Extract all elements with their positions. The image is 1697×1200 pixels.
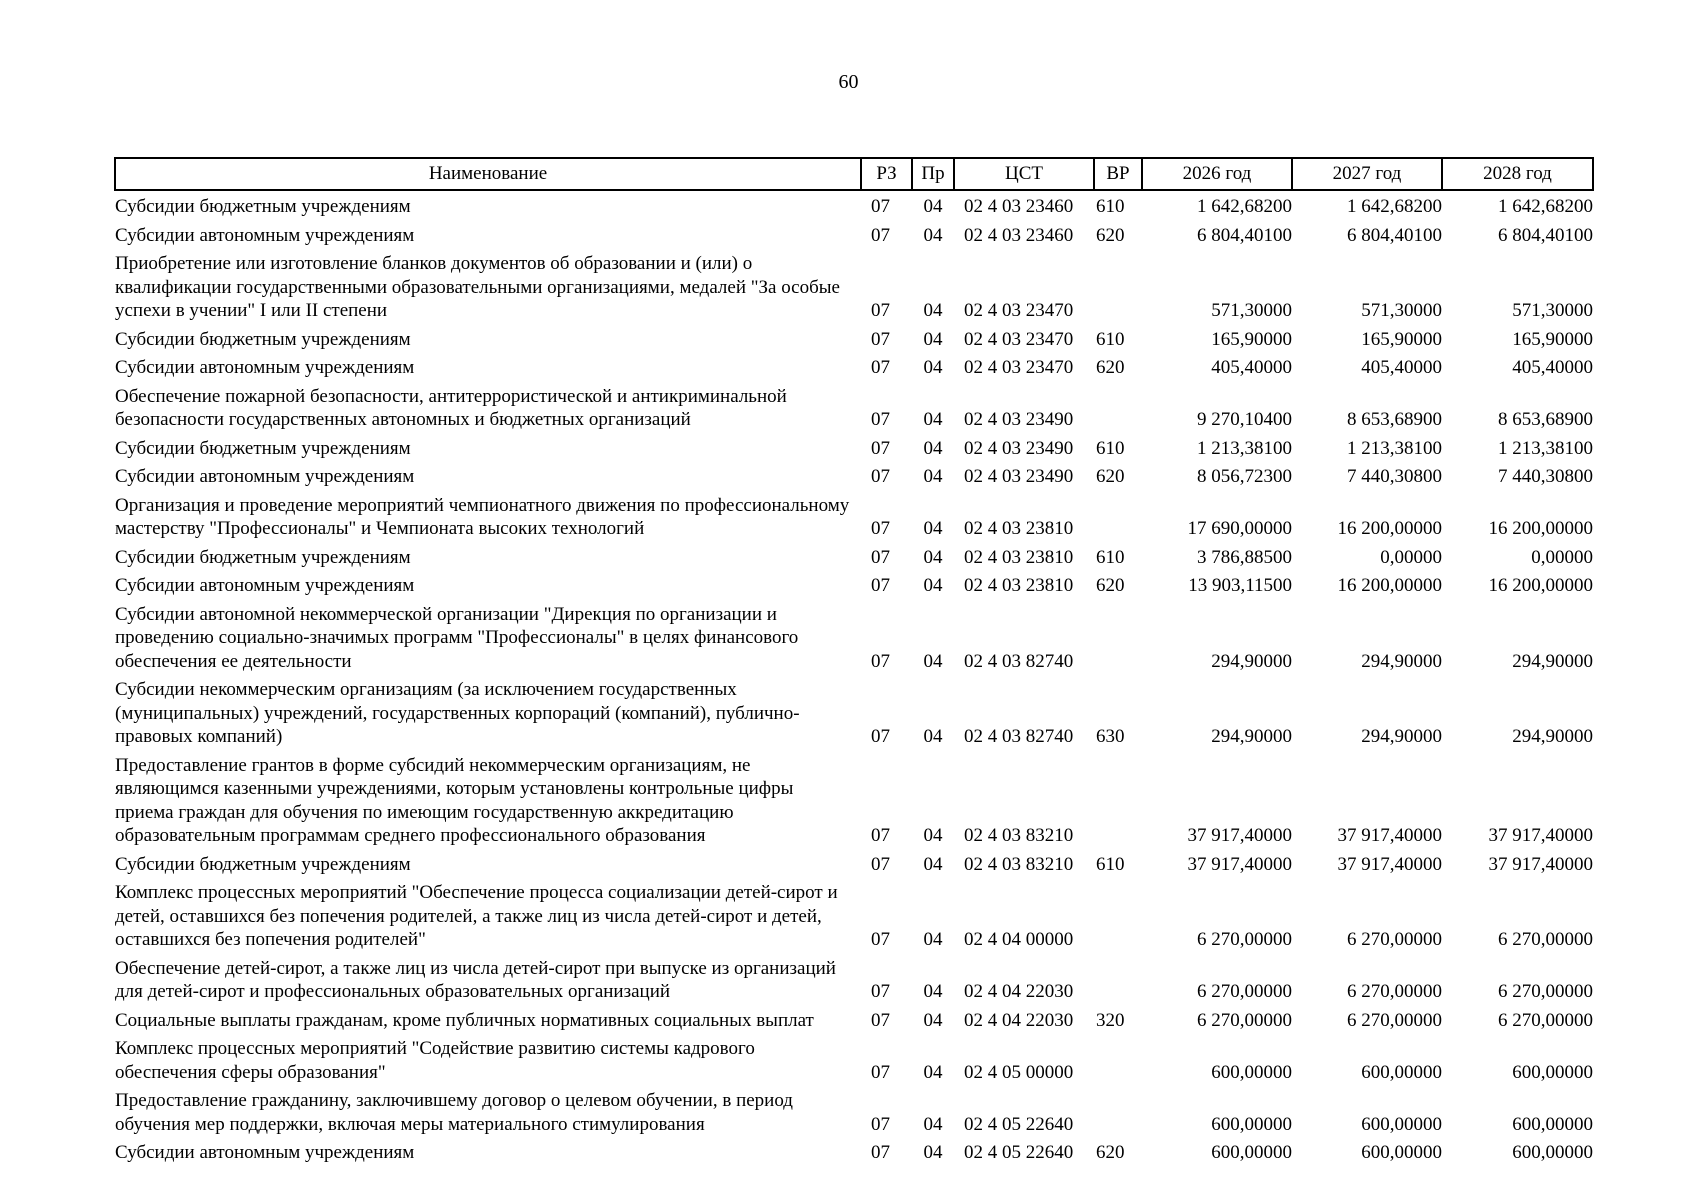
table-row xyxy=(115,853,1593,882)
row-name: Обеспечение пожарной безопасности, антитеррористической и антикриминальной безопасности государственных автономных и бюджетных организаций xyxy=(115,385,787,430)
row-name: Субсидии бюджетным учреждениям xyxy=(115,546,411,568)
row-2028: 6 270,00000 xyxy=(1498,1009,1593,1031)
row-cst: 02 4 03 23490 xyxy=(964,466,1074,487)
row-2028: 571,30000 xyxy=(1512,300,1593,321)
row-2028: 294,90000 xyxy=(1512,650,1593,672)
row-cst: 02 4 05 22640 xyxy=(964,1113,1074,1135)
row-vr: 610 xyxy=(1096,853,1125,875)
row-2028: 6 270,00000 xyxy=(1498,981,1593,1002)
row-rz: 07 xyxy=(871,196,890,217)
header-cst: ЦСТ xyxy=(954,158,1094,190)
row-2028: 1 213,38100 xyxy=(1498,437,1593,459)
budget-table xyxy=(114,157,1594,1170)
row-2026: 17 690,00000 xyxy=(1187,518,1292,539)
row-pr: 04 xyxy=(923,726,943,747)
row-name: Субсидии бюджетным учреждениям xyxy=(115,853,411,875)
table-header xyxy=(115,158,1593,190)
row-rz: 07 xyxy=(871,1061,890,1083)
row-pr: 04 xyxy=(923,409,943,430)
table-row xyxy=(115,385,1593,437)
row-2027: 405,40000 xyxy=(1361,357,1442,378)
row-2028: 600,00000 xyxy=(1512,1061,1593,1083)
row-vr: 620 xyxy=(1096,1142,1125,1163)
row-cst: 02 4 03 23810 xyxy=(964,575,1074,596)
row-2027: 16 200,00000 xyxy=(1337,518,1442,539)
row-rz: 07 xyxy=(871,650,890,672)
row-name: Субсидии автономным учреждениям xyxy=(115,1142,415,1163)
table-row xyxy=(115,603,1593,679)
row-rz: 07 xyxy=(871,518,890,539)
row-vr xyxy=(1094,252,1142,328)
row-rz: 07 xyxy=(871,224,890,246)
row-pr: 04 xyxy=(923,1113,943,1135)
row-pr: 04 xyxy=(923,981,943,1002)
row-name: Субсидии автономным учреждениям xyxy=(115,357,415,378)
row-2026: 37 917,40000 xyxy=(1187,853,1292,875)
row-2028: 16 200,00000 xyxy=(1488,575,1593,596)
table-row xyxy=(115,574,1593,603)
row-2027: 8 653,68900 xyxy=(1347,409,1442,430)
row-2028: 37 917,40000 xyxy=(1488,825,1593,846)
row-2027: 600,00000 xyxy=(1361,1142,1442,1163)
row-2028: 7 440,30800 xyxy=(1498,466,1593,487)
row-name: Обеспечение детей-сирот, а также лиц из числа детей-сирот при выпуске из организаций для детей-сирот и профессиональных образовательных организаций xyxy=(115,957,836,1002)
row-vr xyxy=(1094,754,1142,853)
row-2028: 16 200,00000 xyxy=(1488,518,1593,539)
row-rz: 07 xyxy=(871,853,890,875)
row-cst: 02 4 03 23470 xyxy=(964,328,1074,350)
row-vr: 630 xyxy=(1096,726,1125,747)
row-cst: 02 4 03 23810 xyxy=(964,546,1074,568)
row-2028: 405,40000 xyxy=(1512,357,1593,378)
table-row xyxy=(115,1141,1593,1170)
row-cst: 02 4 03 23490 xyxy=(964,437,1074,459)
row-pr: 04 xyxy=(923,518,943,539)
row-cst: 02 4 03 23810 xyxy=(964,518,1074,539)
row-rz: 07 xyxy=(871,328,890,350)
row-rz: 07 xyxy=(871,981,890,1002)
row-2026: 13 903,11500 xyxy=(1188,575,1292,596)
row-rz: 07 xyxy=(871,546,890,568)
row-2026: 600,00000 xyxy=(1211,1142,1292,1163)
table-row xyxy=(115,190,1593,224)
table-header-row xyxy=(115,158,1593,190)
row-cst: 02 4 04 22030 xyxy=(964,1009,1074,1031)
row-vr: 610 xyxy=(1096,196,1125,217)
row-2027: 37 917,40000 xyxy=(1337,853,1442,875)
table-row xyxy=(115,754,1593,853)
row-2027: 6 270,00000 xyxy=(1347,929,1442,950)
table-row xyxy=(115,546,1593,575)
table-row xyxy=(115,957,1593,1009)
row-vr: 320 xyxy=(1096,1009,1125,1031)
row-2027: 37 917,40000 xyxy=(1337,825,1442,846)
table-row xyxy=(115,678,1593,754)
row-vr: 620 xyxy=(1096,224,1125,246)
row-2028: 600,00000 xyxy=(1512,1142,1593,1163)
row-pr: 04 xyxy=(923,224,943,246)
row-rz: 07 xyxy=(871,575,890,596)
row-rz: 07 xyxy=(871,726,890,747)
row-2026: 600,00000 xyxy=(1211,1113,1292,1135)
row-cst: 02 4 03 23490 xyxy=(964,409,1074,430)
row-2027: 294,90000 xyxy=(1361,726,1442,747)
row-cst: 02 4 04 00000 xyxy=(964,929,1074,950)
row-rz: 07 xyxy=(871,1113,890,1135)
row-2026: 1 642,68200 xyxy=(1197,196,1292,217)
row-pr: 04 xyxy=(923,929,943,950)
table-row xyxy=(115,356,1593,385)
header-name: Наименование xyxy=(115,158,861,190)
row-rz: 07 xyxy=(871,929,890,950)
table-row xyxy=(115,1037,1593,1089)
row-vr xyxy=(1094,1089,1142,1141)
table-row xyxy=(115,1009,1593,1038)
row-pr: 04 xyxy=(923,196,943,217)
row-rz: 07 xyxy=(871,1142,890,1163)
row-name: Субсидии автономным учреждениям xyxy=(115,224,415,246)
header-2026: 2026 год xyxy=(1142,158,1292,190)
row-vr xyxy=(1094,385,1142,437)
row-name: Организация и проведение мероприятий чемпионатного движения по профессиональному мастерству "Профессионалы" и Чемпионата высоких технологий xyxy=(115,494,850,539)
row-2026: 37 917,40000 xyxy=(1187,825,1292,846)
row-2027: 571,30000 xyxy=(1361,300,1442,321)
row-rz: 07 xyxy=(871,357,890,378)
row-2026: 6 804,40100 xyxy=(1197,224,1292,246)
row-2027: 1 642,68200 xyxy=(1347,196,1442,217)
row-cst: 02 4 05 22640 xyxy=(964,1142,1074,1163)
row-2027: 600,00000 xyxy=(1361,1113,1442,1135)
row-name: Субсидии бюджетным учреждениям xyxy=(115,328,411,350)
row-cst: 02 4 03 83210 xyxy=(964,853,1074,875)
row-name: Субсидии бюджетным учреждениям xyxy=(115,437,411,459)
row-2026: 571,30000 xyxy=(1211,300,1292,321)
row-vr xyxy=(1094,957,1142,1009)
row-2027: 6 804,40100 xyxy=(1347,224,1442,246)
row-2026: 6 270,00000 xyxy=(1197,1009,1292,1031)
row-rz: 07 xyxy=(871,437,890,459)
row-rz: 07 xyxy=(871,1009,890,1031)
table-row xyxy=(115,437,1593,466)
row-vr xyxy=(1094,881,1142,957)
row-cst: 02 4 03 83210 xyxy=(964,825,1074,846)
row-2026: 8 056,72300 xyxy=(1197,466,1292,487)
row-cst: 02 4 03 82740 xyxy=(964,650,1074,672)
row-pr: 04 xyxy=(923,1009,943,1031)
header-vr: ВР xyxy=(1094,158,1142,190)
row-name: Субсидии автономной некоммерческой организации "Дирекция по организации и проведению социально-значимых программ "Профессионалы" в целях финансового обеспечения ее деятельности xyxy=(115,603,799,672)
row-name: Комплекс процессных мероприятий "Обеспечение процесса социализации детей-сирот и детей, оставшихся без попечения родителей, а также лиц из числа детей-сирот и детей, оставшихся без попечения родителей" xyxy=(115,882,838,950)
row-pr: 04 xyxy=(923,546,943,568)
row-2026: 294,90000 xyxy=(1211,650,1292,672)
table-row xyxy=(115,252,1593,328)
row-rz: 07 xyxy=(871,409,890,430)
row-rz: 07 xyxy=(871,300,890,321)
row-vr: 620 xyxy=(1096,466,1125,487)
row-vr: 620 xyxy=(1096,357,1125,378)
row-pr: 04 xyxy=(923,300,943,321)
row-2026: 6 270,00000 xyxy=(1197,981,1292,1002)
row-pr: 04 xyxy=(923,853,943,875)
row-pr: 04 xyxy=(923,466,943,487)
row-vr: 610 xyxy=(1096,437,1125,459)
row-name: Социальные выплаты гражданам, кроме публичных нормативных социальных выплат xyxy=(115,1009,814,1031)
row-2028: 1 642,68200 xyxy=(1498,196,1593,217)
row-pr: 04 xyxy=(923,437,943,459)
row-name: Предоставление гражданину, заключившему договор о целевом обучении, в период обучения мер поддержки, включая меры материального стимулирования xyxy=(115,1090,793,1135)
row-2026: 294,90000 xyxy=(1211,726,1292,747)
table-row xyxy=(115,494,1593,546)
row-cst: 02 4 04 22030 xyxy=(964,981,1074,1002)
row-name: Субсидии некоммерческим организациям (за исключением государственных (муниципальных) учреждений, государственных корпораций (компаний), публично-правовых компаний) xyxy=(115,679,800,747)
page-number: 60 xyxy=(838,71,859,93)
row-2027: 600,00000 xyxy=(1361,1061,1442,1083)
header-2027: 2027 год xyxy=(1292,158,1442,190)
row-2027: 6 270,00000 xyxy=(1347,1009,1442,1031)
row-2026: 9 270,10400 xyxy=(1197,409,1292,430)
row-cst: 02 4 03 23460 xyxy=(964,224,1074,246)
table-row xyxy=(115,224,1593,253)
row-pr: 04 xyxy=(923,357,943,378)
row-vr: 610 xyxy=(1096,328,1125,350)
row-cst: 02 4 03 82740 xyxy=(964,726,1074,747)
row-cst: 02 4 03 23460 xyxy=(964,196,1074,217)
table-row xyxy=(115,328,1593,357)
row-pr: 04 xyxy=(923,1142,943,1163)
row-name: Субсидии автономным учреждениям xyxy=(115,575,415,596)
row-name: Предоставление грантов в форме субсидий некоммерческим организациям, не являющимся казенными учреждениями, которым установлены контрольные цифры приема граждан для обучения по имеющим государственную аккредитацию образовательным программам среднего профессионального образования xyxy=(115,754,794,846)
row-2028: 165,90000 xyxy=(1512,328,1593,350)
row-name: Комплекс процессных мероприятий "Содействие развитию системы кадрового обеспечения сферы образования" xyxy=(115,1038,755,1083)
row-pr: 04 xyxy=(923,575,943,596)
row-2028: 0,00000 xyxy=(1531,546,1593,568)
table-row xyxy=(115,881,1593,957)
row-2027: 165,90000 xyxy=(1361,328,1442,350)
row-rz: 07 xyxy=(871,466,890,487)
header-2028: 2028 год xyxy=(1442,158,1593,190)
row-2028: 6 804,40100 xyxy=(1498,224,1593,246)
row-pr: 04 xyxy=(923,328,943,350)
row-vr: 610 xyxy=(1096,546,1125,568)
row-2028: 8 653,68900 xyxy=(1498,409,1593,430)
table-row xyxy=(115,1089,1593,1141)
row-2027: 294,90000 xyxy=(1361,650,1442,672)
row-2026: 405,40000 xyxy=(1211,357,1292,378)
row-2027: 16 200,00000 xyxy=(1337,575,1442,596)
row-2026: 165,90000 xyxy=(1211,328,1292,350)
header-rz: РЗ xyxy=(861,158,912,190)
row-name: Приобретение или изготовление бланков документов об образовании и (или) о квалификации государственными образовательными организациями, медалей "За особые успехи в учении" I или II степени xyxy=(115,253,840,321)
table-body xyxy=(115,190,1593,1170)
row-vr xyxy=(1094,603,1142,679)
row-pr: 04 xyxy=(923,1061,943,1083)
row-2027: 7 440,30800 xyxy=(1347,466,1442,487)
row-cst: 02 4 05 00000 xyxy=(964,1061,1074,1083)
row-pr: 04 xyxy=(923,825,943,846)
row-2028: 294,90000 xyxy=(1512,726,1593,747)
row-2027: 0,00000 xyxy=(1380,546,1442,568)
table-row xyxy=(115,465,1593,494)
row-name: Субсидии бюджетным учреждениям xyxy=(115,196,411,217)
row-2026: 3 786,88500 xyxy=(1197,546,1292,568)
header-pr: Пр xyxy=(912,158,954,190)
row-2026: 6 270,00000 xyxy=(1197,929,1292,950)
row-cst: 02 4 03 23470 xyxy=(964,300,1074,321)
row-name: Субсидии автономным учреждениям xyxy=(115,466,415,487)
row-vr xyxy=(1094,494,1142,546)
row-vr xyxy=(1094,1037,1142,1089)
row-pr: 04 xyxy=(923,650,943,672)
row-2028: 6 270,00000 xyxy=(1498,929,1593,950)
row-2027: 1 213,38100 xyxy=(1347,437,1442,459)
row-2028: 600,00000 xyxy=(1512,1113,1593,1135)
row-2027: 6 270,00000 xyxy=(1347,981,1442,1002)
row-2026: 600,00000 xyxy=(1211,1061,1292,1083)
row-2026: 1 213,38100 xyxy=(1197,437,1292,459)
row-cst: 02 4 03 23470 xyxy=(964,357,1074,378)
row-rz: 07 xyxy=(871,825,890,846)
row-2028: 37 917,40000 xyxy=(1488,853,1593,875)
row-vr: 620 xyxy=(1096,575,1125,596)
